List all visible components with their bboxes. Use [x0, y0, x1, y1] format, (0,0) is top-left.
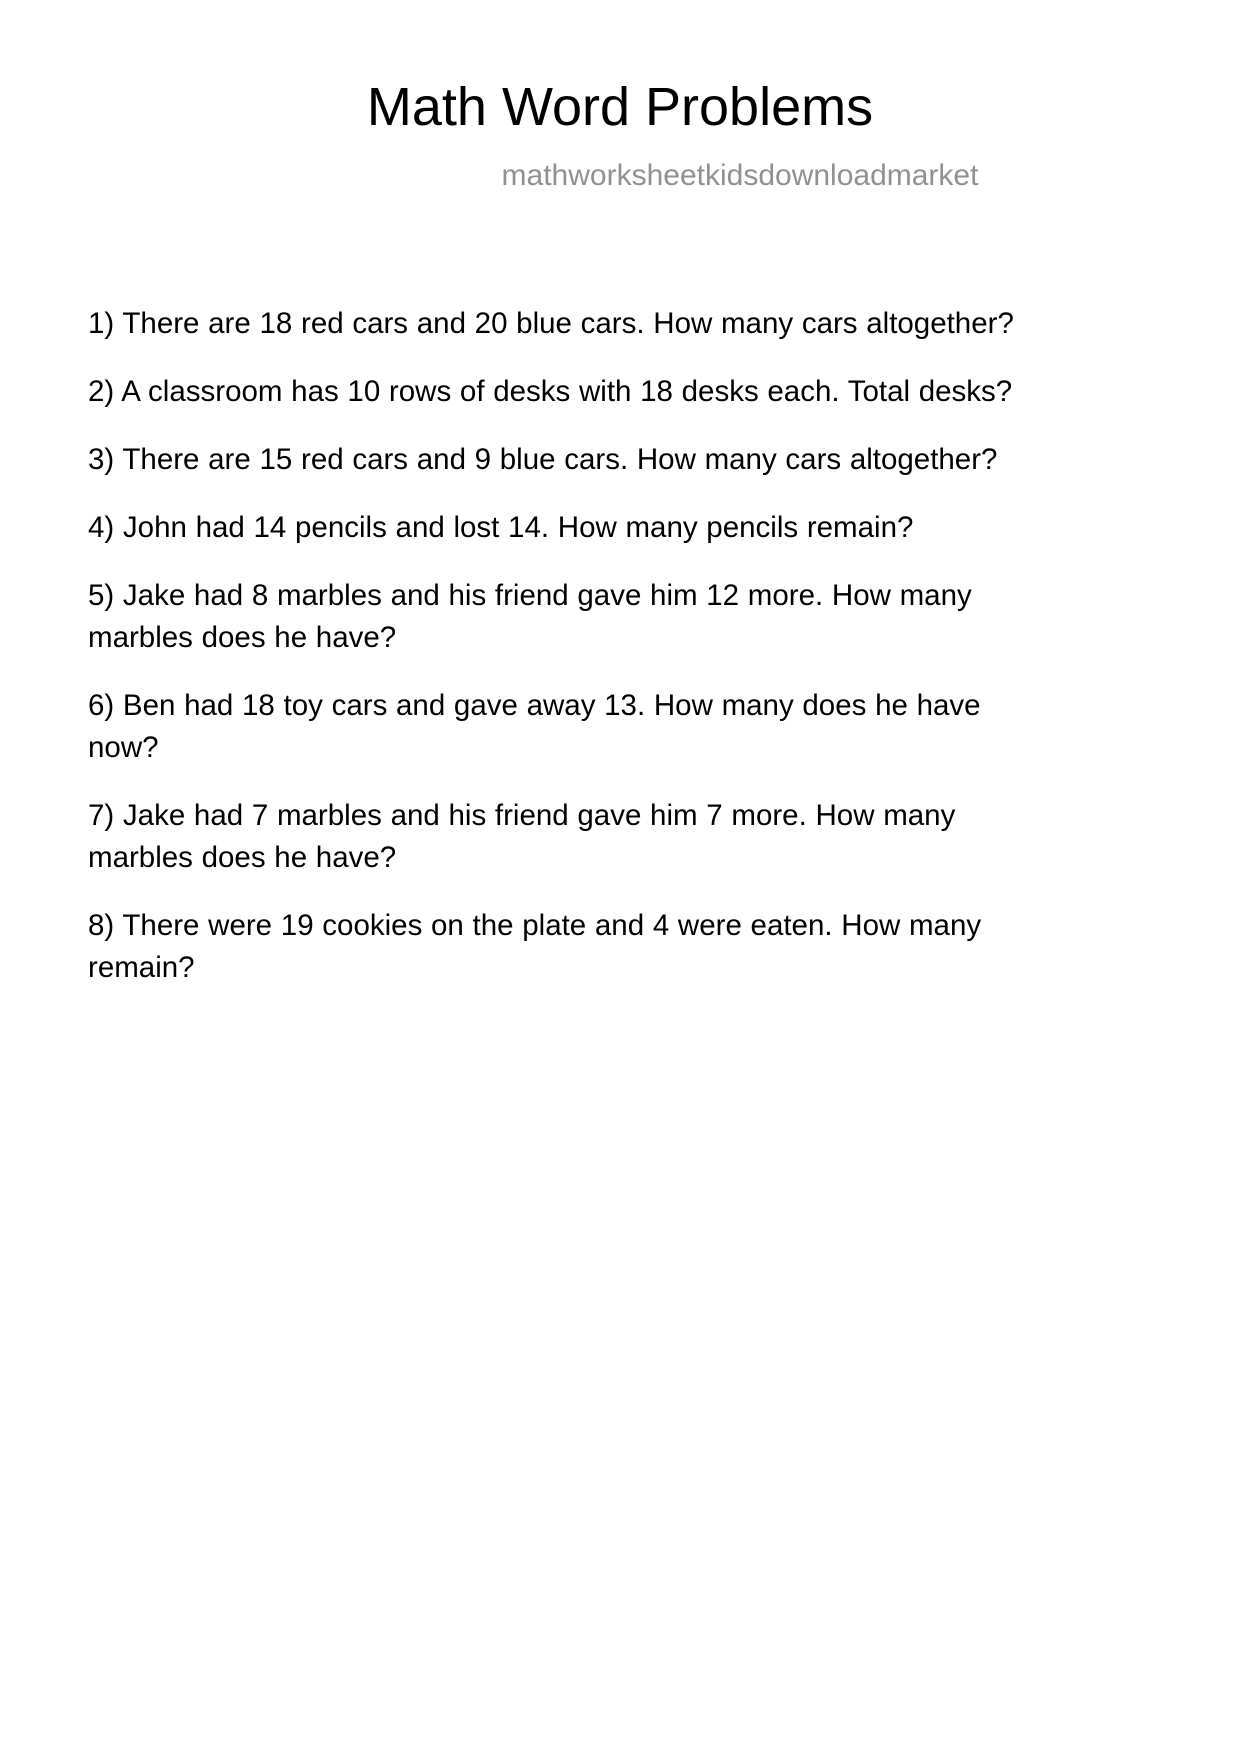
worksheet-subtitle: mathworksheetkidsdownloadmarket	[501, 159, 979, 193]
list-item: 8) There were 19 cookies on the plate and 4 were eaten. How many remain?	[88, 909, 982, 984]
list-item: 7) Jake had 7 marbles and his friend gave him 7 more. How many marbles does he have?	[88, 799, 956, 874]
problem-list	[88, 303, 1018, 989]
list-item: 5) Jake had 8 marbles and his friend gave him 12 more. How many marbles does he have?	[88, 579, 972, 654]
list-item: 6) Ben had 18 toy cars and gave away 13. How many does he have now?	[88, 689, 981, 764]
page-title: Math Word Problems	[366, 77, 874, 137]
list-item: 4) John had 14 pencils and lost 14. How many pencils remain?	[88, 511, 914, 544]
worksheet-header	[0, 0, 1240, 193]
list-item: 3) There are 15 red cars and 9 blue cars. How many cars altogether?	[88, 443, 998, 476]
list-item: 1) There are 18 red cars and 20 blue cars. How many cars altogether?	[88, 307, 1014, 340]
list-item: 2) A classroom has 10 rows of desks with 18 desks each. Total desks?	[88, 375, 1013, 408]
